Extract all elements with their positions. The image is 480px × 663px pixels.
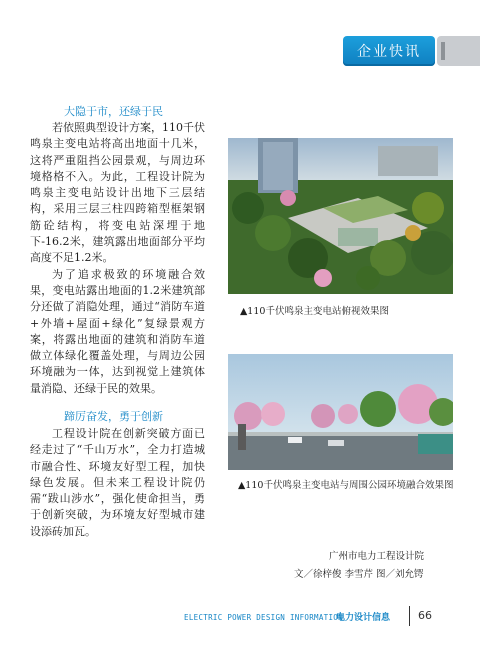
footer-divider (409, 606, 410, 626)
aerial-rendering-image (228, 138, 453, 294)
footer-english: ELECTRIC POWER DESIGN INFORMATION (184, 613, 343, 622)
footer-chinese: 电力设计信息 (336, 613, 391, 623)
figure-caption-2: ▲110千伏鸣泉主变电站与周围公园环境融合效果图 (238, 480, 454, 491)
street-rendering-image (228, 354, 453, 470)
credit-authors: 文／徐梓俊 李雪芹 图／刘允锷 (294, 569, 424, 580)
figure-caption-1: ▲110千伏鸣泉主变电站俯视效果图 (240, 306, 389, 317)
paragraph: 工程设计院在创新突破方面已经走过了“千山万水”，全力打造城市融合性、环境友好型工程，加快绿色发展。但未来工程设计院仍需“跋山涉水”，强化使命担当，勇于创新突破，为环境友好型城市建设添砖加瓦。 (30, 427, 205, 538)
section-1-body (30, 120, 205, 397)
section-tag-cap (437, 36, 480, 66)
paragraph: 若依照典型设计方案，110千伏鸣泉主变电站将高出地面十几米，这将严重阻挡公园景观，与周边环境格格不入。为此，工程设计院为鸣泉主变电站设计出地下三层结构，采用三层三柱四跨箱型框架钢筋砼结构，将变电站深埋于地下-16.2米，建筑露出地面部分平均高度不足1.2米。 (30, 121, 205, 265)
section-title-1: 大隐于市，还绿于民 (64, 105, 163, 118)
section-tag: 企业快讯 (343, 36, 435, 66)
section-title-2: 蹄厉奋发，勇于创新 (64, 410, 163, 423)
section-2-body (30, 426, 205, 540)
credit-organization: 广州市电力工程设计院 (329, 551, 425, 562)
page-number: 66 (418, 609, 432, 622)
paragraph: 为了追求极致的环境融合效果，变电站露出地面的1.2米建筑部分还做了消隐处理，通过“消防车道+外墙+屋面+绿化”复绿景观方案，将露出地面的建筑和消防车道做立体绿化覆盖处理，与周边公园环境融为一体，达到视觉上建筑体量消隐、还绿于民的效果。 (30, 267, 205, 395)
